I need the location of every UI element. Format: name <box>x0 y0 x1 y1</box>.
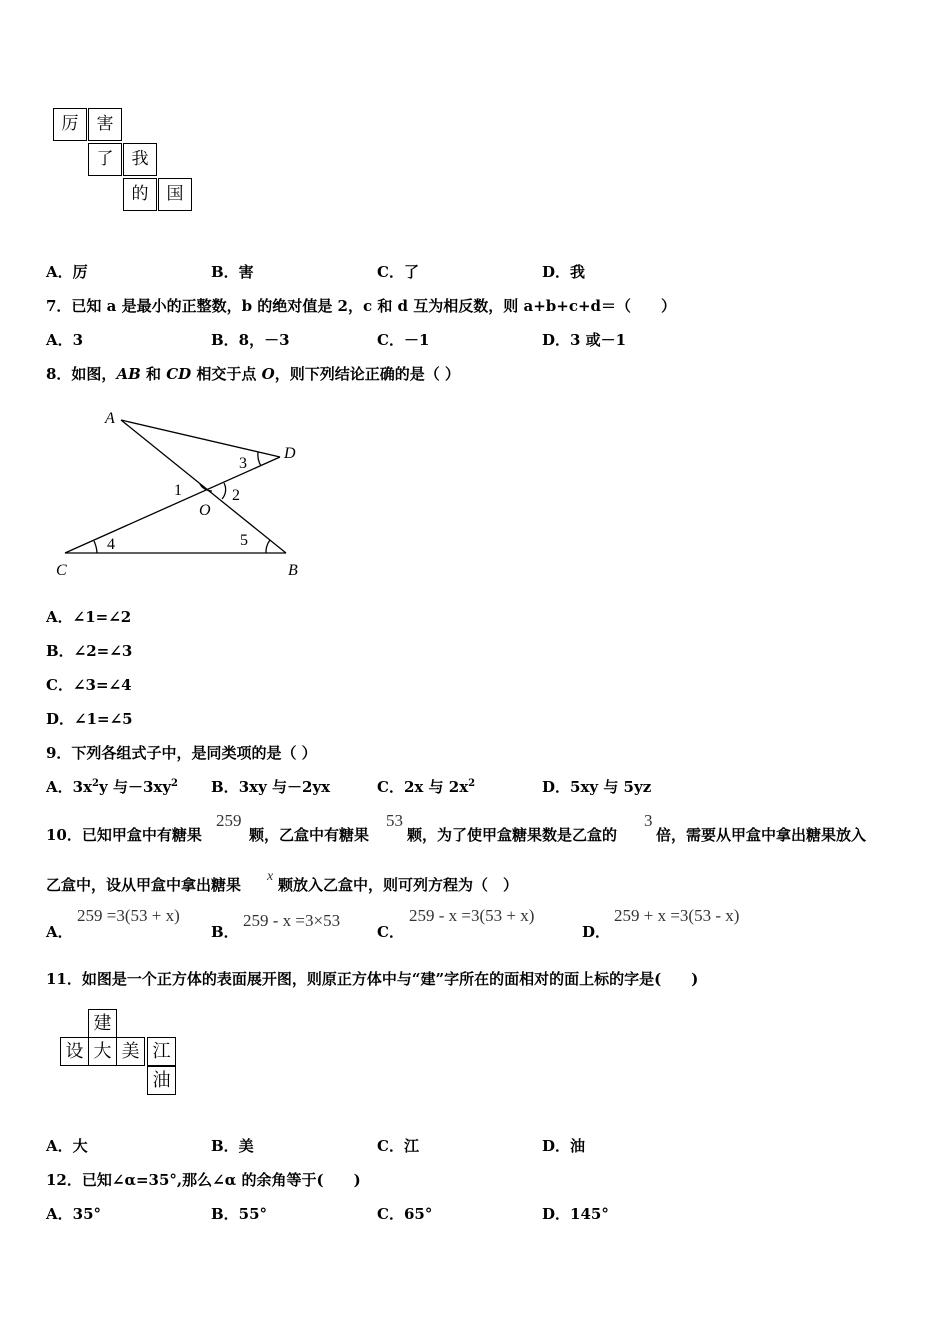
q9-option-c-text: 2x 与 2x <box>403 778 469 796</box>
q12-option-d: D．145° <box>542 1205 609 1223</box>
q8-option-b: B．∠2=∠3 <box>46 642 133 660</box>
q8-text-mid1: 和 <box>140 365 167 383</box>
q9-option-b <box>211 776 330 797</box>
q12-question: 12．已知∠α=35°,那么∠α 的余角等于( ) <box>46 1171 361 1189</box>
q10-line1-c: 颗，为了使甲盒糖果数是乙盒的 <box>407 826 618 844</box>
q11-cell-jiang: 江 <box>147 1037 176 1066</box>
angle-label-4: 4 <box>107 536 115 553</box>
q8-question <box>46 363 460 384</box>
q10-option-b-eq: 259 - x =3×53 <box>243 911 341 930</box>
q9-option-b-label: B． <box>211 778 239 796</box>
label-c: C <box>56 562 67 579</box>
q8-cd: CD <box>166 365 192 383</box>
q6-cell-5: 的 <box>123 178 157 211</box>
q10-option-a-label: A． <box>46 923 73 941</box>
q11-cell-she: 设 <box>60 1037 89 1066</box>
label-d: D <box>284 445 296 462</box>
q9-option-c-label: C． <box>377 778 404 796</box>
q6-option-d: D．我 <box>542 263 586 281</box>
q10-option-d-eq: 259 + x =3(53 - x) <box>614 906 740 925</box>
q10-option-a-eq: 259 =3(53 + x) <box>77 906 180 925</box>
q6-cell-3: 了 <box>88 143 122 176</box>
angle-2-arc <box>222 483 226 499</box>
q8-o: O <box>261 365 275 383</box>
q9-option-a <box>46 776 178 797</box>
q8-option-d: D．∠1=∠5 <box>46 710 133 728</box>
angle-label-2: 2 <box>232 487 240 504</box>
angle-5-arc <box>266 540 270 553</box>
q11-cell-you: 油 <box>147 1066 176 1095</box>
angle-label-3: 3 <box>239 455 247 472</box>
q10-n1: 259 <box>216 811 242 830</box>
q9-option-b-text: 3xy 与－2yx <box>238 778 331 796</box>
line-ab <box>121 420 286 553</box>
q9-question: 9．下列各组式子中，是同类项的是（ ） <box>46 744 317 762</box>
q9-option-a-exp1: 2 <box>92 778 99 789</box>
label-b: B <box>288 562 298 579</box>
q9-option-a-part1: 3x <box>72 778 93 796</box>
angle-label-1: 1 <box>174 482 182 499</box>
q9-option-a-part2: y 与－3xy <box>99 778 172 796</box>
q7-option-a: A．3 <box>46 331 84 349</box>
q9-option-a-label: A． <box>46 778 73 796</box>
q6-cell-2: 害 <box>88 108 122 141</box>
q11-option-d: D．油 <box>542 1137 586 1155</box>
q11-option-a: A．大 <box>46 1137 88 1155</box>
q8-text-suffix: ，则下列结论正确的是（ ） <box>274 365 460 383</box>
q11-cell-jian: 建 <box>88 1009 117 1038</box>
q6-cell-6: 国 <box>158 178 192 211</box>
q11-option-c: C．江 <box>377 1137 419 1155</box>
q12-option-a: A．35° <box>46 1205 102 1223</box>
q11-cell-mei: 美 <box>116 1037 145 1066</box>
q9-option-d <box>542 776 651 797</box>
q10-option-c-eq: 259 - x =3(53 + x) <box>409 906 535 925</box>
q6-option-a: A．厉 <box>46 263 88 281</box>
q10-line2-a: 乙盒中，设从甲盒中拿出糖果 <box>46 876 242 894</box>
q7-option-c: C．－1 <box>377 331 430 349</box>
q10-line1-d: 倍，需要从甲盒中拿出糖果放入 <box>656 826 867 844</box>
q9-option-a-exp2: 2 <box>171 778 179 789</box>
q10-option-b-label: B． <box>211 923 239 941</box>
q6-cell-4: 我 <box>123 143 157 176</box>
q7-option-d: D．3 或－1 <box>542 331 627 349</box>
q10-option-c-label: C． <box>377 923 404 941</box>
q6-option-c: C．了 <box>377 263 419 281</box>
q8-text-mid2: 相交于点 <box>191 365 262 383</box>
q11-cell-da: 大 <box>88 1037 117 1066</box>
q9-option-d-text: 5xy 与 5yz <box>570 778 652 796</box>
q8-option-c: C．∠3=∠4 <box>46 676 132 694</box>
q7-question: 7．已知 a 是最小的正整数，b 的绝对值是 2，c 和 d 互为相反数，则 a+b+c+d＝（ ） <box>46 297 677 315</box>
q8-figure <box>40 400 320 590</box>
q11-option-b: B．美 <box>211 1137 254 1155</box>
q8-ab: AB <box>116 365 141 383</box>
q12-option-b: B．55° <box>211 1205 268 1223</box>
q9-option-d-label: D． <box>542 778 571 796</box>
q10-line1-a: 10．已知甲盒中有糖果 <box>46 826 202 844</box>
label-o: O <box>199 502 211 519</box>
q9-option-c-exp: 2 <box>468 778 476 789</box>
q7-option-b: B．8，－3 <box>211 331 290 349</box>
q6-cell-1: 厉 <box>53 108 87 141</box>
q10-option-d-label: D． <box>582 923 611 941</box>
q10-n2: 53 <box>386 811 403 830</box>
label-a: A <box>105 410 115 427</box>
q12-option-c: C．65° <box>377 1205 433 1223</box>
q9-option-c <box>377 776 475 797</box>
q8-text-prefix: 8．如图， <box>46 365 117 383</box>
q10-line2-b: 颗放入乙盒中，则可列方程为（ ） <box>278 876 519 894</box>
q11-question: 11．如图是一个正方体的表面展开图，则原正方体中与“建”字所在的面相对的面上标的字是( ) <box>46 970 699 988</box>
q10-var: x <box>267 869 274 884</box>
angle-3-arc <box>258 452 261 466</box>
q8-option-a: A．∠1=∠2 <box>46 608 132 626</box>
q6-option-b: B．害 <box>211 263 254 281</box>
angle-label-5: 5 <box>240 532 248 549</box>
q10-n3: 3 <box>644 811 653 830</box>
q10-line1-b: 颗，乙盒中有糖果 <box>249 826 370 844</box>
angle-4-arc <box>94 541 97 553</box>
